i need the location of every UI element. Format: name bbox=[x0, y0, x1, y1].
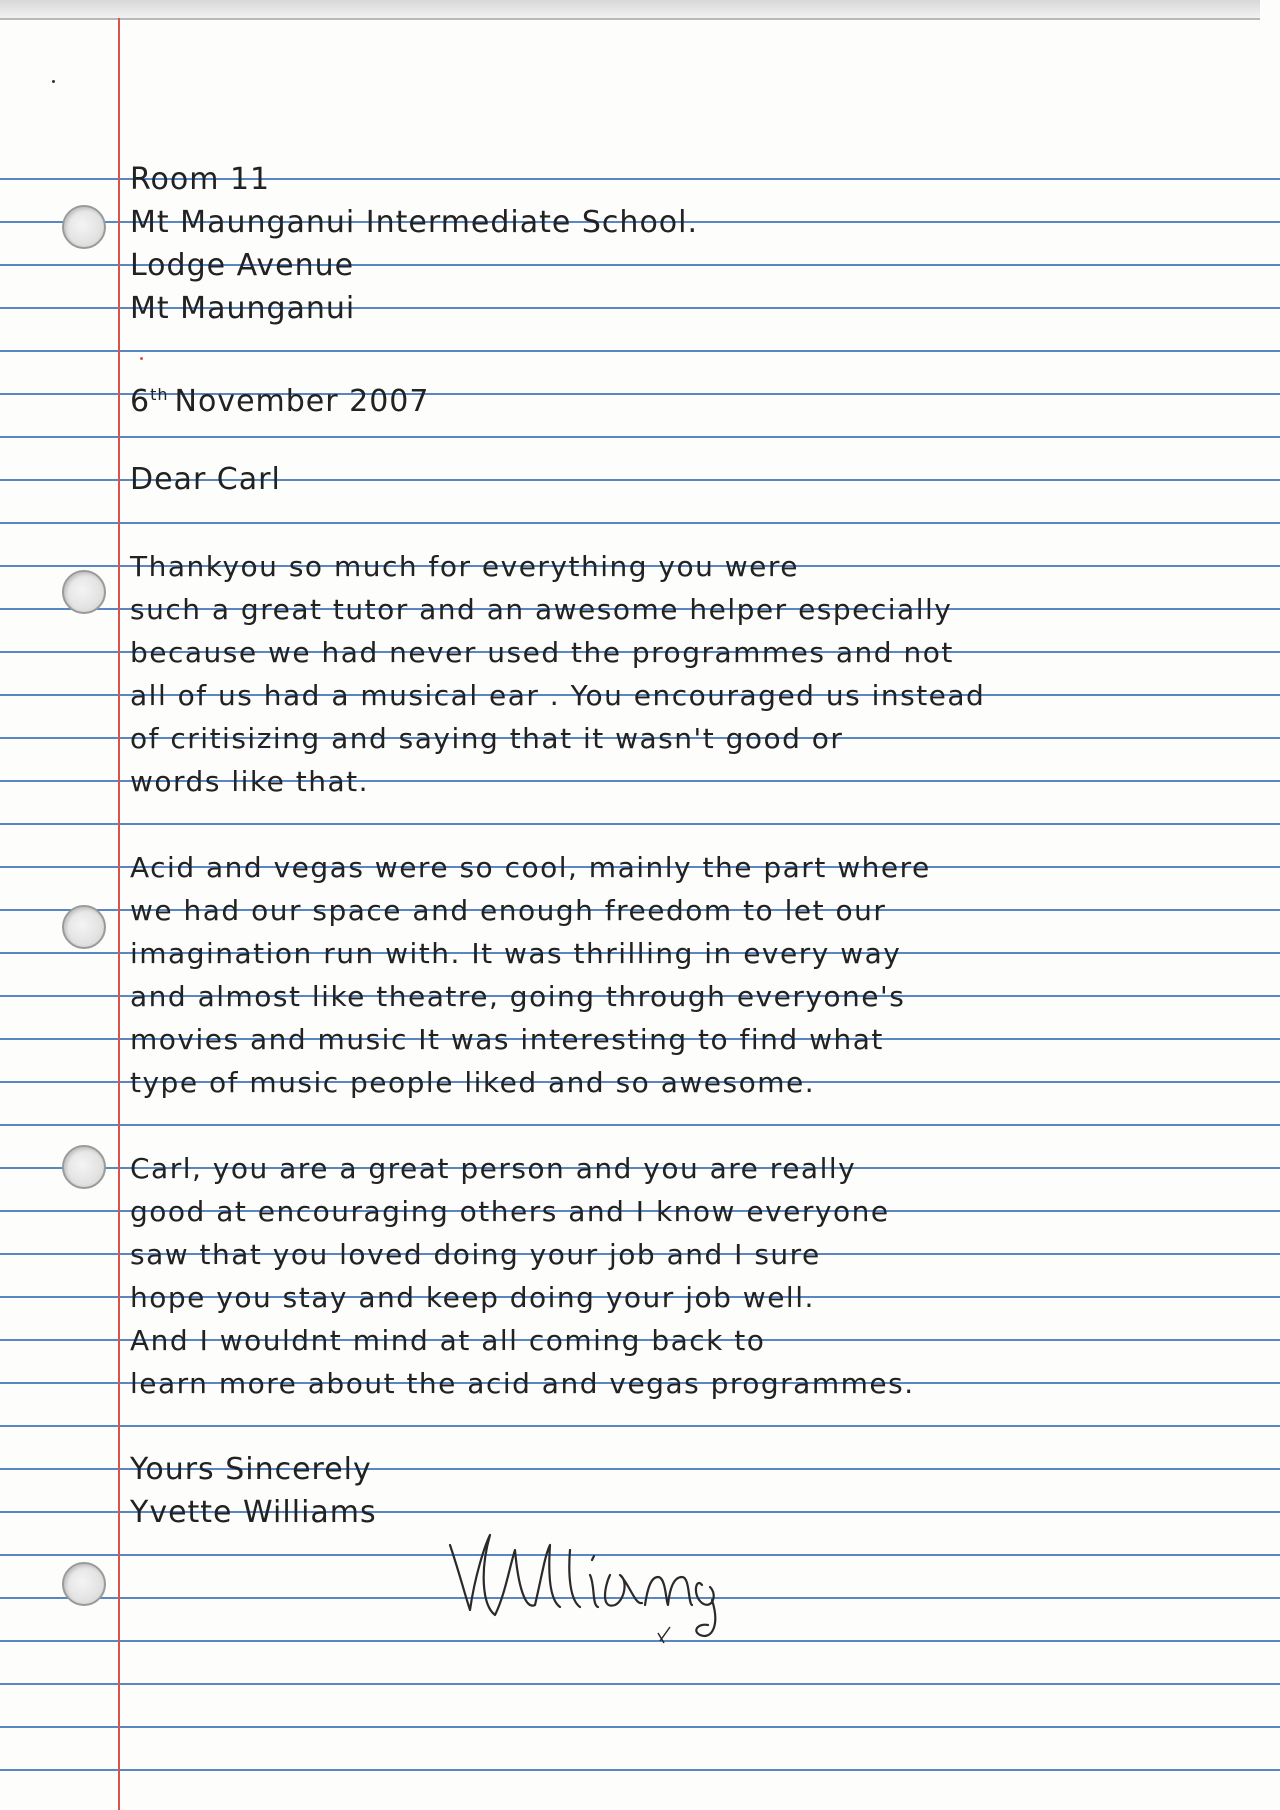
page-top-edge bbox=[0, 0, 1260, 20]
date-day: 6 bbox=[130, 384, 151, 419]
date-ordinal: th bbox=[150, 385, 169, 404]
paragraph-1-line: all of us had a musical ear . You encouraged us instead bbox=[130, 679, 986, 712]
paragraph-2-line: imagination run with. It was thrilling in every way bbox=[130, 937, 902, 970]
paragraph-2-line: movies and music It was interesting to find what bbox=[130, 1023, 884, 1056]
ink-speck bbox=[52, 80, 55, 83]
binder-hole-icon bbox=[62, 1562, 106, 1606]
date-month-year: November 2007 bbox=[174, 384, 430, 419]
paragraph-3-line: saw that you loved doing your job and I sure bbox=[130, 1238, 821, 1271]
paragraph-3-line: And I wouldnt mind at all coming back to bbox=[130, 1324, 766, 1357]
address-line-room: Room 11 bbox=[130, 162, 271, 197]
paragraph-2-line: we had our space and enough freedom to let our bbox=[130, 894, 887, 927]
salutation: Dear Carl bbox=[130, 462, 281, 497]
margin-line bbox=[118, 18, 120, 1810]
paragraph-1-line: Thankyou so much for everything you were bbox=[130, 550, 800, 583]
paragraph-1-line: because we had never used the programmes and not bbox=[130, 636, 954, 669]
writer-name: Yvette Williams bbox=[130, 1495, 377, 1530]
letter-date bbox=[130, 375, 429, 422]
paragraph-2-line: Acid and vegas were so cool, mainly the part where bbox=[130, 851, 931, 884]
address-line-street: Lodge Avenue bbox=[130, 248, 355, 283]
signature-scribble bbox=[430, 1515, 750, 1645]
closing: Yours Sincerely bbox=[130, 1452, 372, 1487]
ink-speck bbox=[140, 357, 143, 360]
binder-hole-icon bbox=[62, 570, 106, 614]
paragraph-3-line: good at encouraging others and I know everyone bbox=[130, 1195, 890, 1228]
paragraph-3-line: hope you stay and keep doing your job well. bbox=[130, 1281, 815, 1314]
address-line-town: Mt Maunganui bbox=[130, 291, 356, 326]
signature bbox=[430, 1515, 750, 1645]
binder-hole-icon bbox=[62, 1145, 106, 1189]
paragraph-3-line: learn more about the acid and vegas programmes. bbox=[130, 1367, 915, 1400]
paragraph-2-line: and almost like theatre, going through everyone's bbox=[130, 980, 906, 1013]
paragraph-1-line: words like that. bbox=[130, 765, 369, 798]
paragraph-1-line: of critisizing and saying that it wasn't good or bbox=[130, 722, 844, 755]
address-line-school: Mt Maunganui Intermediate School. bbox=[130, 205, 699, 240]
paragraph-3-line: Carl, you are a great person and you are really bbox=[130, 1152, 857, 1185]
binder-hole-icon bbox=[62, 905, 106, 949]
paragraph-1-line: such a great tutor and an awesome helper especially bbox=[130, 593, 953, 626]
binder-hole-icon bbox=[62, 205, 106, 249]
paragraph-2-line: type of music people liked and so awesome. bbox=[130, 1066, 816, 1099]
